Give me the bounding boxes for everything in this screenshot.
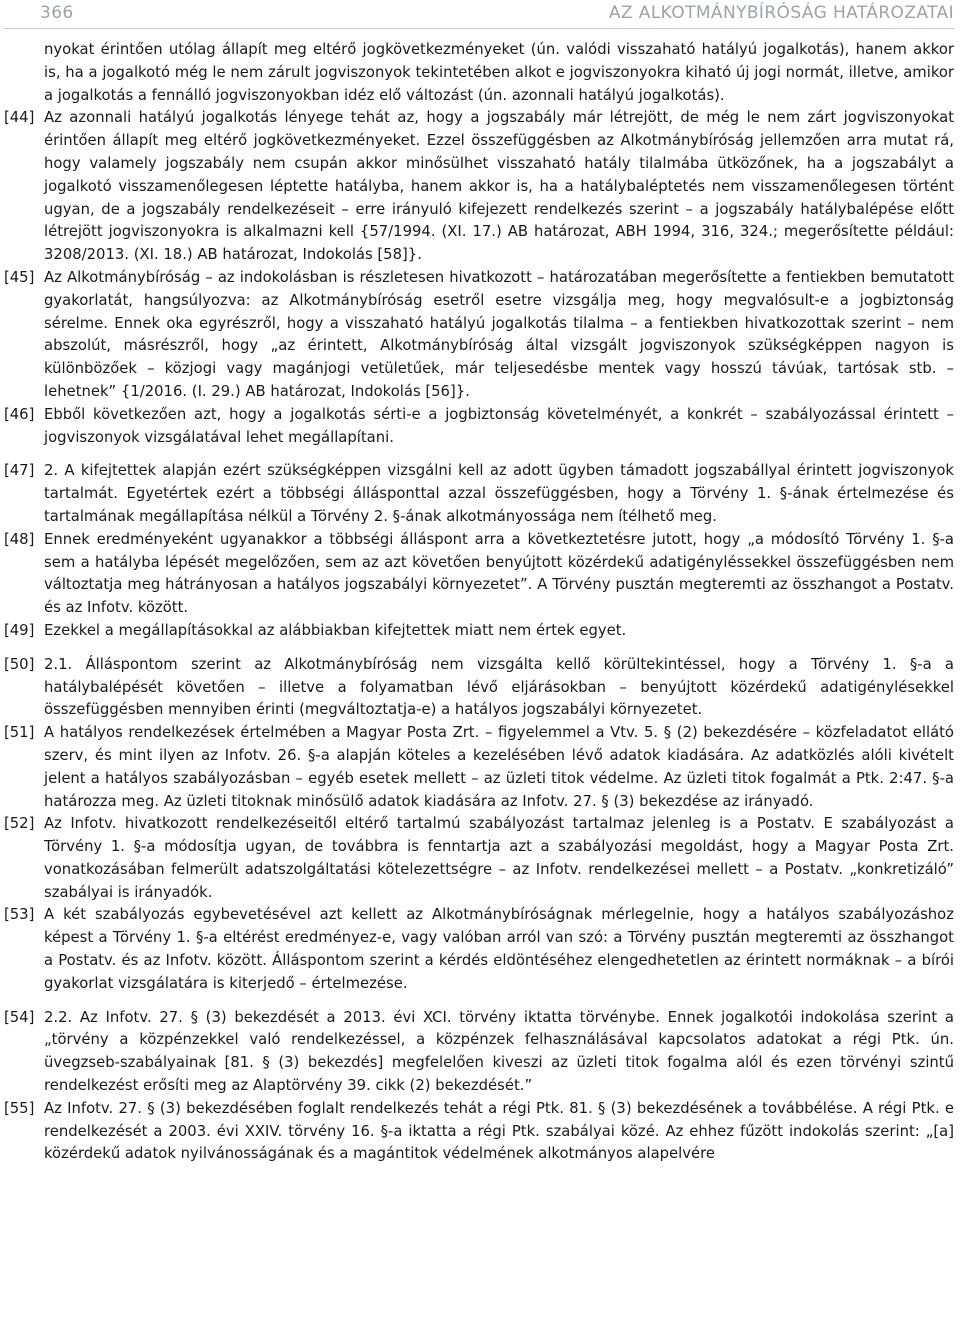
paragraph-number: [45] — [4, 268, 35, 286]
paragraph-number: [52] — [4, 815, 35, 833]
paragraph-text: 2.1. Álláspontom szerint az Alkotmánybíróság nem vizsgálta kellő körültekintéssel, hogy a Törvény 1. §-a a hatálybalépését követően – illetve a folyamatban lévő eljárásokban – benyújtott közérdekű adatigénylésekkel összefüggésben mennyiben érinti (megváltoztatja-e) a hatályos jogszabályi környezetet. — [44, 655, 954, 719]
paragraph-number: [44] — [4, 109, 35, 127]
paragraph-text: 2.2. Az Infotv. 27. § (3) bekezdését a 2013. évi XCI. törvény iktatta törvénybe. Ennek jogalkotói indokolása szerint a „törvény a közpénzekkel való rendelkezéssel, a közpénzek felhasználásával kapcsolatos adatokat a régi Ptk. ún. üvegzseb-szabályainak [81. § (3) bekezdés] megfelelően kiveszi az üzleti titok fogalma alól és ezen törvényi szintű rendelkezést erősíti meg az Alaptörvény 39. cikk (2) bekezdését.” — [44, 1008, 954, 1095]
paragraph-number: [55] — [4, 1099, 35, 1117]
paragraph-47 — [4, 460, 954, 528]
running-title: AZ ALKOTMÁNYBÍRÓSÁG HATÁROZATAI — [608, 3, 954, 23]
paragraph-text: Az azonnali hatályú jogalkotás lényege tehát az, hogy a jogszabály már létrejött, de még le nem zárt jogviszonyokat érintően állapít meg eltérő jogkövetkezményeket. Ezzel összefüggésben az Alkotmánybíróság jellemzően arra mutat rá, hogy valamely jogszabály nem csupán akkor minősülhet visszaható hatály tilalmába ütközőnek, ha a jogszabályt a jogalkotó visszamenőlegesen léptette hatályba, hanem akkor is, ha a hatálybaléptetés nem visszamenőlegesen történt ugyan, de a jogszabály rendelkezéseit – erre irányuló kifejezett rendelkezés szerint – a jogszabály hatálybalépése előtt létrejött jogviszonyokra is alkalmazni kell {57/1994. (XI. 17.) AB határozat, ABH 1994, 316, 324.; megerősítette például: 3208/2013. (XI. 18.) AB határozat, Indokolás [58]}. — [44, 109, 954, 264]
paragraph-48 — [4, 529, 954, 620]
paragraph-54 — [4, 1007, 954, 1098]
paragraph-50 — [4, 654, 954, 722]
paragraph-number: [47] — [4, 462, 35, 480]
paragraph-49 — [4, 620, 954, 643]
paragraph-number: [53] — [4, 906, 35, 924]
paragraph-44 — [4, 107, 954, 267]
paragraph-number: [46] — [4, 405, 35, 423]
paragraph-46 — [4, 404, 954, 450]
paragraph-55 — [4, 1098, 954, 1166]
paragraph-52 — [4, 813, 954, 904]
page-header — [4, 0, 954, 29]
paragraph-text: Ezekkel a megállapításokkal az alábbiakban kifejtettek miatt nem értek egyet. — [44, 621, 627, 639]
paragraph-number: [48] — [4, 530, 35, 548]
paragraph-number: [54] — [4, 1008, 35, 1026]
paragraph-number: [49] — [4, 621, 35, 639]
paragraph-text: nyokat érintően utólag állapít meg eltérő jogkövetkezményeket (ún. valódi visszaható hatályú jogalkotás), hanem akkor is, ha a jogalkotó még le nem zárult jogviszonyok tekintetében alkot e jogviszonyokra kiható új jogi normát, illetve, amikor a jogalkotás a fennálló jogviszonyokban idéz elő változást (ún. azonnali hatályú jogalkotás). — [44, 41, 954, 104]
paragraph-number: [51] — [4, 724, 35, 742]
paragraph-text: Az Alkotmánybíróság – az indokolásban is részletesen hivatkozott – határozatában megerősítette a fentiekben bemutatott gyakorlatát, hangsúlyozva: az Alkotmánybíróság esetről esetre vizsgálja meg, hogy megvalósult-e a jogbiztonság sérelme. Ennek oka egyrészről, hogy a visszaható hatályú jogalkotás tilalma – a fentiekben hivatkozottak szerint – nem abszolút, másrészről, hogy „az érintett, Alkotmánybíróság által vizsgált jogviszonyok szükségképpen nagyon is különbözőek – közjogi vagy magánjogi vetületűek, már teljesedésbe mentek vagy hosszú távúak, tartósak stb. – lehetnek” {1/2016. (I. 29.) AB határozat, Indokolás [56]}. — [44, 268, 954, 400]
paragraph-text: A két szabályozás egybevetésével azt kellett az Alkotmánybíróságnak mérlegelnie, hogy a hatályos szabályozáshoz képest a Törvény 1. §-a eltérést eredményez-e, vagy valóban arról van szó: a Törvény pusztán megteremti az összhangot a Postatv. és az Infotv. között. Álláspontom szerint a kérdés eldöntéséhez elengedhetetlen az érintett normáknak – a bírói gyakorlat vizsgálatára is kiterjedő – értelmezése. — [44, 906, 954, 992]
paragraph-45 — [4, 267, 954, 404]
paragraph-text: Ebből következően azt, hogy a jogalkotás sérti-e a jogbiztonság követelményét, a konkrét – szabályozással érintett – jogviszonyok vizsgálatával lehet megállapítani. — [44, 405, 954, 446]
paragraph-51 — [4, 722, 954, 813]
paragraph-text: Az Infotv. 27. § (3) bekezdésében foglalt rendelkezés tehát a régi Ptk. 81. § (3) bekezdésének a továbbélése. A régi Ptk. e rendelkezését a 2003. évi XXIV. törvény 16. §-a iktatta a régi Ptk. szabályai közé. Az ehhez fűzött indokolás szerint: „[a] közérdekű adatok nyilvánosságának és a magántitok védelmének alkotmányos alapelvére — [44, 1099, 954, 1163]
paragraph-number: [50] — [4, 655, 35, 673]
paragraph-text: Az Infotv. hivatkozott rendelkezéseitől eltérő tartalmú szabályozást tartalmaz jelenleg is a Postatv. E szabályozást a Törvény 1. §-a módosítja ugyan, de továbbra is fenntartja azt a szabályozási megoldást, hogy a Magyar Posta Zrt. vonatkozásában felmerült adatszolgáltatási kötelezettségre – az Infotv. rendelkezései mellett – a Postatv. „konkretizáló” szabályai is irányadók. — [44, 815, 954, 901]
paragraph-continued — [4, 39, 954, 107]
page-number: 366 — [40, 3, 74, 23]
paragraph-text: 2. A kifejtettek alapján ezért szükségképpen vizsgálni kell az adott ügyben támadott jogszabállyal érintett jogviszonyok tartalmát. Egyetértek ezért a többségi állásponttal azzal összefüggésben, hogy a Törvény 1. §-ának értelmezése és tartalmának megállapítása nélkül a Törvény 2. §-ának alkotmányossága nem ítélhető meg. — [44, 462, 954, 525]
document-body — [4, 29, 954, 1166]
paragraph-text: A hatályos rendelkezések értelmében a Magyar Posta Zrt. – figyelemmel a Vtv. 5. § (2) bekezdésére – közfeladatot ellátó szerv, és mint ilyen az Infotv. 26. §-a alapján köteles a kezelésében lévő adatok kiadására. Az adatközlés alóli kivételt jelent a hatályos szabályozásban – egyéb esetek mellett – az üzleti titok védelme. Az üzleti titok fogalmát a Ptk. 2:47. §-a határozza meg. Az üzleti titoknak minősülő adatok kiadására az Infotv. 27. § (3) bekezdése az irányadó. — [44, 724, 954, 810]
paragraph-53 — [4, 904, 954, 995]
paragraph-text: Ennek eredményeként ugyanakkor a többségi álláspont arra a következtetésre jutott, hogy „a módosító Törvény 1. §-a sem a hatályba lépését megelőzően, sem az azt követően benyújtott közérdekű adatigényléssekkel összefüggésben nem változtatja meg hátrányosan a hatályos jogszabályi környezetet”. A Törvény pusztán megteremti az összhangot a Postatv. és az Infotv. között. — [44, 530, 954, 617]
